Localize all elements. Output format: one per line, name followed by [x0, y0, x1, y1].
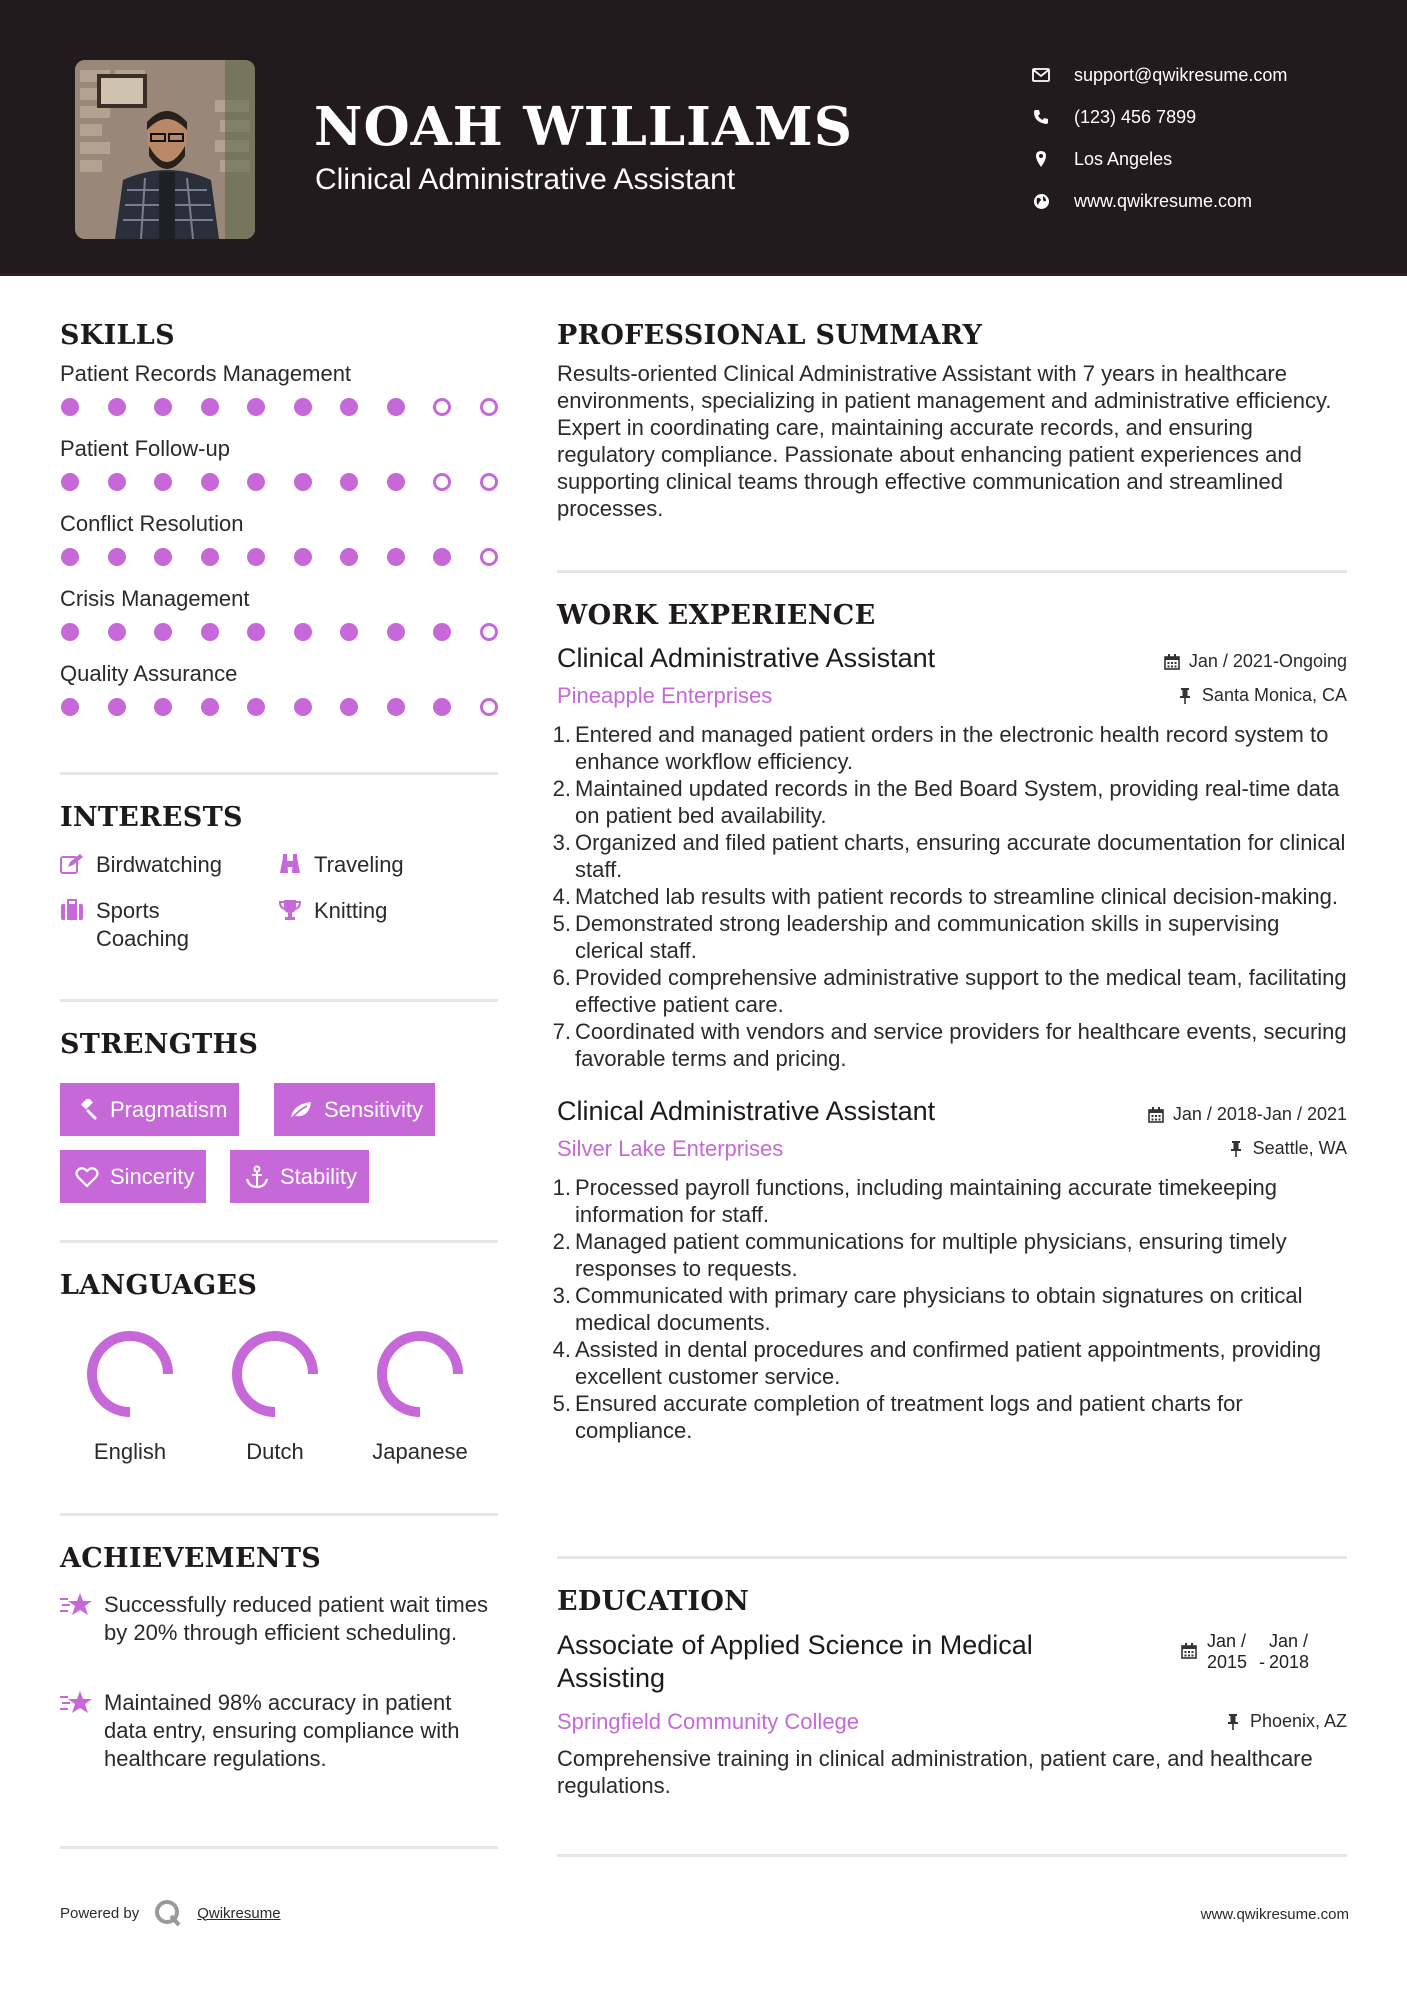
- calendar-icon: [1181, 1643, 1197, 1664]
- rating-dot-filled: [387, 473, 405, 491]
- gauge-arc: [92, 1336, 168, 1412]
- job-location: [1227, 1138, 1347, 1159]
- responsibility-item: [552, 1174, 1347, 1228]
- location-text: Los Angeles: [1074, 148, 1173, 169]
- skill-name: Conflict Resolution: [60, 511, 244, 536]
- item-number: 6.: [552, 965, 571, 990]
- rating-dot-empty: [480, 623, 498, 641]
- rating-dot-filled: [340, 548, 358, 566]
- date-range: Jan / 2021-Ongoing: [1188, 651, 1347, 671]
- binoculars-icon: [278, 853, 302, 877]
- strengths-heading: STRENGTHS: [60, 1029, 259, 1060]
- item-number: 5.: [552, 1391, 571, 1416]
- rating-dot-filled: [247, 548, 265, 566]
- skill-rating: [60, 539, 498, 584]
- company-name: Silver Lake Enterprises: [557, 1136, 784, 1161]
- leaf-icon: [288, 1097, 314, 1123]
- language-label: Japanese: [372, 1439, 468, 1464]
- powered-by-text: Powered by: [60, 1904, 140, 1922]
- skill-name: Patient Follow-up: [60, 436, 230, 461]
- responsibility-item: [552, 964, 1347, 1018]
- rating-dot-empty: [433, 398, 451, 416]
- item-number: 1.: [552, 1175, 571, 1200]
- strength-label: Stability: [280, 1163, 358, 1189]
- rating-dot-filled: [294, 623, 312, 641]
- job-subheader: [557, 1132, 1347, 1168]
- strength-label: Sincerity: [110, 1163, 195, 1189]
- strength-label: Sensitivity: [324, 1096, 424, 1122]
- item-text: Provided comprehensive administrative support to the medical team, facilitating effective patient care.: [575, 965, 1347, 1017]
- item-number: 4.: [552, 884, 571, 909]
- rating-dot-filled: [61, 548, 79, 566]
- rating-dot-filled: [108, 698, 126, 716]
- heart-icon: [74, 1164, 100, 1190]
- rating-dot-filled: [340, 623, 358, 641]
- email-text: support@qwikresume.com: [1074, 64, 1288, 85]
- rating-dot-filled: [61, 698, 79, 716]
- item-text: Ensured accurate completion of treatment logs and patient charts for compliance.: [575, 1391, 1243, 1443]
- item-number: 3.: [552, 830, 571, 855]
- summary-heading: PROFESSIONAL SUMMARY: [557, 320, 983, 351]
- end-date: [1269, 1631, 1317, 1673]
- education-heading: EDUCATION: [557, 1586, 750, 1617]
- contact-website[interactable]: [1030, 180, 1287, 222]
- rating-dot-filled: [247, 698, 265, 716]
- experience-section: [552, 600, 1347, 1444]
- item-text: Communicated with primary care physicians to obtain signatures on critical medical documents.: [575, 1283, 1303, 1335]
- languages-section: [60, 1270, 498, 1480]
- interest-item: [278, 851, 404, 879]
- strength-chip: [274, 1083, 435, 1136]
- edit-icon: [60, 853, 84, 877]
- responsibilities-list: [552, 1174, 1347, 1444]
- item-text: Assisted in dental procedures and confirmed patient appointments, providing excellent customer service.: [575, 1337, 1322, 1389]
- responsibility-item: [552, 775, 1347, 829]
- achievement-text: Maintained 98% accuracy in patient data entry, ensuring compliance with healthcare regulations.: [104, 1690, 460, 1771]
- school-name: Springfield Community College: [557, 1709, 860, 1734]
- language-gauge: [205, 1326, 345, 1422]
- globe-icon: [1030, 190, 1052, 212]
- achievements-section: [60, 1543, 498, 1823]
- section-divider: [60, 1846, 498, 1849]
- responsibility-item: [552, 1336, 1347, 1390]
- star-icon: [60, 1591, 96, 1621]
- start-month: Jan /: [1207, 1631, 1247, 1651]
- language-gauge: [60, 1326, 200, 1422]
- pushpin-icon: [1176, 687, 1194, 705]
- section-divider: [557, 570, 1347, 573]
- rating-dot-empty: [480, 473, 498, 491]
- rating-dot-empty: [480, 398, 498, 416]
- footer-branding: [60, 1898, 281, 1928]
- rating-dot-filled: [294, 398, 312, 416]
- language-gauge: [350, 1326, 490, 1422]
- achievement-item: [60, 1689, 494, 1773]
- section-divider: [60, 1240, 498, 1243]
- skill-name: Patient Records Management: [60, 361, 352, 386]
- contact-location: [1030, 138, 1287, 180]
- achievement-item: [60, 1591, 494, 1647]
- rating-dot-filled: [387, 398, 405, 416]
- contact-phone[interactable]: [1030, 96, 1287, 138]
- rating-dot-filled: [247, 473, 265, 491]
- item-number: 5.: [552, 911, 571, 936]
- rating-dot-filled: [340, 473, 358, 491]
- rating-dot-filled: [154, 548, 172, 566]
- rating-dot-empty: [480, 548, 498, 566]
- skill-name: Quality Assurance: [60, 661, 238, 686]
- briefcase-icon: [60, 899, 84, 923]
- degree-title: Associate of Applied Science in Medical Assisting: [557, 1630, 1033, 1693]
- rating-dot-filled: [61, 398, 79, 416]
- item-text: Demonstrated strong leadership and communication skills in supervising clerical staff.: [575, 911, 1280, 963]
- summary-text: Results-oriented Clinical Administrative Assistant with 7 years in healthcare environments, specializing in patient management and administrative efficiency. Expert in coordinating care, maintaining accurate records, and ensuring regulatory compliance. Passionate about enhancing patient experiences and supporting clinical teams through effective communication and streamlined processes.: [557, 361, 1332, 521]
- job-location: [1176, 685, 1347, 706]
- rating-dot-filled: [201, 548, 219, 566]
- job-header: [557, 643, 1347, 679]
- envelope-icon: [1030, 64, 1052, 86]
- map-pin-icon: [1030, 148, 1052, 170]
- item-text: Organized and filed patient charts, ensuring accurate documentation for clinical staff.: [575, 830, 1346, 882]
- section-divider: [60, 772, 498, 775]
- location-text: Santa Monica, CA: [1201, 685, 1347, 705]
- item-number: 7.: [552, 1019, 571, 1044]
- rating-dot-filled: [61, 623, 79, 641]
- anchor-icon: [244, 1164, 270, 1190]
- rating-dot-filled: [340, 698, 358, 716]
- item-text: Managed patient communications for multiple physicians, ensuring timely responses to requests.: [575, 1229, 1287, 1281]
- skill-item: [60, 659, 498, 734]
- responsibility-item: [552, 883, 1347, 910]
- rating-dot-filled: [387, 623, 405, 641]
- education-subheader: [557, 1705, 1347, 1741]
- item-text: Maintained updated records in the Bed Board System, providing real-time data on patient bed availability.: [575, 776, 1340, 828]
- experience-heading: WORK EXPERIENCE: [557, 600, 876, 631]
- responsibility-item: [552, 721, 1347, 775]
- skill-name: Crisis Management: [60, 586, 250, 611]
- rating-dot-filled: [108, 398, 126, 416]
- summary-section: [557, 320, 1347, 522]
- calendar-icon: [1147, 1106, 1165, 1124]
- gauge-arc: [237, 1336, 313, 1412]
- gauge-arc: [382, 1336, 458, 1412]
- company-name: Pineapple Enterprises: [557, 683, 773, 708]
- date-range: Jan / 2018-Jan / 2021: [1172, 1104, 1347, 1124]
- strength-label: Pragmatism: [110, 1096, 228, 1122]
- skill-item: [60, 509, 498, 584]
- language-label: English: [93, 1439, 167, 1464]
- profile-photo: [75, 60, 255, 239]
- end-month: Jan /: [1269, 1631, 1309, 1651]
- rating-dot-filled: [201, 698, 219, 716]
- contact-email[interactable]: [1030, 54, 1287, 96]
- language-item: [205, 1326, 345, 1465]
- rating-dot-filled: [294, 473, 312, 491]
- interest-label: Sports Coaching: [96, 898, 189, 951]
- start-year: 2015: [1207, 1652, 1248, 1672]
- skill-rating: [60, 464, 498, 509]
- skill-item: [60, 434, 498, 509]
- strength-chip: [60, 1083, 239, 1136]
- interests-section: [60, 802, 498, 961]
- rating-dot-filled: [247, 398, 265, 416]
- footer-website[interactable]: www.qwikresume.com: [1200, 1906, 1349, 1923]
- section-divider: [557, 1556, 1347, 1559]
- item-number: 2.: [552, 776, 571, 801]
- rating-dot-empty: [433, 473, 451, 491]
- languages-heading: LANGUAGES: [60, 1270, 258, 1301]
- skills-section: [60, 320, 498, 734]
- location-text: Phoenix, AZ: [1249, 1711, 1347, 1731]
- date-separator: -: [1259, 1652, 1265, 1672]
- skill-rating: [60, 389, 498, 434]
- responsibility-item: [552, 1390, 1347, 1444]
- rating-dot-filled: [247, 623, 265, 641]
- item-text: Coordinated with vendors and service providers for healthcare events, securing favorable terms and pricing.: [575, 1019, 1347, 1071]
- responsibility-item: [552, 829, 1347, 883]
- pushpin-icon: [1227, 1140, 1245, 1158]
- rating-dot-filled: [433, 698, 451, 716]
- rating-dot-filled: [433, 548, 451, 566]
- interests-list: [60, 851, 498, 961]
- trophy-icon: [278, 899, 302, 923]
- candidate-title: Clinical Administrative Assistant: [315, 163, 736, 196]
- item-text: Entered and managed patient orders in the electronic health record system to enhance workflow efficiency.: [575, 722, 1329, 774]
- job-subheader: [557, 679, 1347, 715]
- job-title: Clinical Administrative Assistant: [557, 1096, 936, 1126]
- job-title: Clinical Administrative Assistant: [557, 643, 936, 673]
- rating-dot-filled: [61, 473, 79, 491]
- education-header: [557, 1629, 1347, 1699]
- pushpin-icon: [1224, 1713, 1242, 1731]
- responsibilities-list: [552, 721, 1347, 1072]
- education-description: Comprehensive training in clinical administration, patient care, and healthcare regulations.: [557, 1746, 1313, 1798]
- end-year: 2018: [1269, 1652, 1310, 1672]
- star-icon: [60, 1689, 96, 1719]
- item-text: Matched lab results with patient records to streamline clinical decision-making.: [575, 884, 1339, 909]
- job-header: [557, 1096, 1347, 1132]
- section-divider: [60, 999, 498, 1002]
- resume-header: [0, 0, 1407, 276]
- gavel-icon: [74, 1097, 100, 1123]
- rating-dot-filled: [201, 398, 219, 416]
- rating-dot-filled: [154, 473, 172, 491]
- rating-dot-filled: [201, 623, 219, 641]
- rating-dot-filled: [387, 548, 405, 566]
- calendar-icon: [1163, 653, 1181, 671]
- interests-heading: INTERESTS: [60, 802, 243, 833]
- job-dates: [1147, 1104, 1347, 1125]
- brand-link[interactable]: Qwikresume: [197, 1904, 281, 1922]
- education-dates: [1181, 1631, 1317, 1673]
- responsibility-item: [552, 1018, 1347, 1072]
- language-item: [350, 1326, 490, 1465]
- section-divider: [557, 1854, 1347, 1857]
- rating-dot-filled: [154, 698, 172, 716]
- rating-dot-filled: [201, 473, 219, 491]
- start-date: [1207, 1631, 1255, 1673]
- rating-dot-empty: [480, 698, 498, 716]
- rating-dot-filled: [108, 473, 126, 491]
- interest-item: [60, 851, 222, 879]
- item-text: Processed payroll functions, including maintaining accurate timekeeping information for staff.: [575, 1175, 1277, 1227]
- rating-dot-filled: [154, 623, 172, 641]
- skill-rating: [60, 614, 498, 659]
- rating-dot-filled: [294, 548, 312, 566]
- item-number: 1.: [552, 722, 571, 747]
- strength-chip: [60, 1150, 206, 1203]
- achievements-heading: ACHIEVEMENTS: [60, 1543, 322, 1574]
- section-divider: [60, 1513, 498, 1516]
- interest-item: [60, 897, 216, 953]
- skills-heading: SKILLS: [60, 320, 175, 351]
- language-label: Dutch: [246, 1439, 304, 1464]
- phone-text: (123) 456 7899: [1074, 106, 1197, 127]
- strength-chip: [230, 1150, 369, 1203]
- skill-item: [60, 359, 498, 434]
- interest-label: Knitting: [314, 898, 388, 923]
- rating-dot-filled: [294, 698, 312, 716]
- interest-label: Birdwatching: [96, 852, 222, 877]
- language-item: [60, 1326, 200, 1465]
- item-number: 4.: [552, 1337, 571, 1362]
- website-text: www.qwikresume.com: [1074, 190, 1253, 211]
- education-location: [1224, 1711, 1347, 1732]
- interest-label: Traveling: [314, 852, 404, 877]
- interest-item: [278, 897, 387, 925]
- skill-item: [60, 584, 498, 659]
- qwikresume-logo-icon: [153, 1898, 183, 1928]
- education-section: [557, 1586, 1347, 1799]
- phone-icon: [1030, 106, 1052, 128]
- rating-dot-filled: [108, 623, 126, 641]
- responsibility-item: [552, 1228, 1347, 1282]
- responsibility-item: [552, 1282, 1347, 1336]
- strengths-section: [60, 1029, 498, 1209]
- candidate-name: NOAH WILLIAMS: [314, 96, 853, 158]
- skills-list: [60, 359, 498, 734]
- skill-rating: [60, 689, 498, 734]
- contact-list: [1030, 54, 1287, 222]
- rating-dot-filled: [340, 398, 358, 416]
- rating-dot-filled: [433, 623, 451, 641]
- location-text: Seattle, WA: [1252, 1138, 1347, 1158]
- job-dates: [1163, 651, 1347, 672]
- achievement-text: Successfully reduced patient wait times by 20% through efficient scheduling.: [104, 1592, 488, 1645]
- rating-dot-filled: [387, 698, 405, 716]
- rating-dot-filled: [154, 398, 172, 416]
- item-number: 3.: [552, 1283, 571, 1308]
- item-number: 2.: [552, 1229, 571, 1254]
- rating-dot-filled: [108, 548, 126, 566]
- responsibility-item: [552, 910, 1347, 964]
